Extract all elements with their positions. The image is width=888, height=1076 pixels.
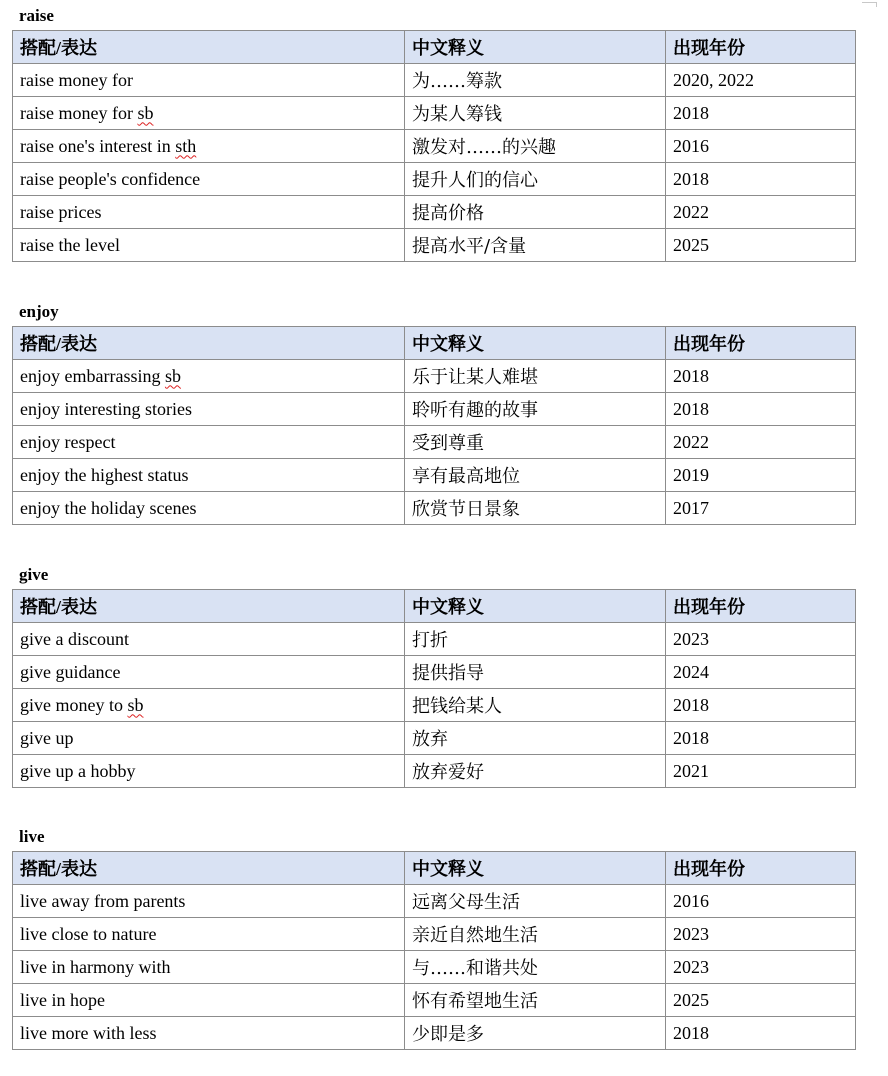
table-row bbox=[13, 196, 856, 229]
vocab-table bbox=[12, 326, 856, 525]
cell-meaning: 聆听有趣的故事 bbox=[405, 393, 666, 426]
cell-expression bbox=[13, 97, 405, 130]
expression-text: live close to nature bbox=[20, 923, 157, 944]
expression-text: raise one's interest in bbox=[20, 135, 176, 156]
cell-expression bbox=[13, 951, 405, 984]
cell-expression bbox=[13, 918, 405, 951]
vocab-table bbox=[12, 30, 856, 262]
table-row bbox=[13, 722, 856, 755]
table-row bbox=[13, 885, 856, 918]
cell-meaning: 放弃爱好 bbox=[405, 755, 666, 788]
cell-year: 2022 bbox=[666, 196, 856, 229]
cell-year: 2024 bbox=[666, 656, 856, 689]
expression-text: give up a hobby bbox=[20, 760, 136, 781]
cell-year: 2016 bbox=[666, 885, 856, 918]
spellcheck-marked-word: sb bbox=[127, 694, 144, 715]
cell-year: 2018 bbox=[666, 1017, 856, 1050]
table-row bbox=[13, 1017, 856, 1050]
vocab-table bbox=[12, 851, 856, 1050]
cell-expression bbox=[13, 656, 405, 689]
cell-year: 2023 bbox=[666, 951, 856, 984]
spellcheck-marked-word: sth bbox=[175, 135, 197, 156]
table-header-row bbox=[13, 590, 856, 623]
cell-expression bbox=[13, 492, 405, 525]
expression-text: raise money for bbox=[20, 69, 133, 90]
header-meaning: 中文释义 bbox=[405, 590, 666, 623]
cell-meaning: 打折 bbox=[405, 623, 666, 656]
header-expression: 搭配/表达 bbox=[13, 327, 405, 360]
cell-expression bbox=[13, 393, 405, 426]
section-title: enjoy bbox=[19, 302, 59, 321]
cell-meaning: 少即是多 bbox=[405, 1017, 666, 1050]
spellcheck-marked-word: sb bbox=[137, 102, 154, 123]
cell-meaning: 远离父母生活 bbox=[405, 885, 666, 918]
cell-year: 2016 bbox=[666, 130, 856, 163]
table-row bbox=[13, 130, 856, 163]
cell-meaning: 提升人们的信心 bbox=[405, 163, 666, 196]
table-row bbox=[13, 918, 856, 951]
table-row bbox=[13, 393, 856, 426]
header-expression: 搭配/表达 bbox=[13, 852, 405, 885]
table-header-row bbox=[13, 327, 856, 360]
table-row bbox=[13, 623, 856, 656]
cell-expression bbox=[13, 1017, 405, 1050]
expression-text: live in hope bbox=[20, 989, 105, 1010]
table-header-row bbox=[13, 31, 856, 64]
cell-expression bbox=[13, 722, 405, 755]
cell-year: 2018 bbox=[666, 722, 856, 755]
page-corner-mark bbox=[862, 2, 877, 7]
expression-text: raise people's confidence bbox=[20, 168, 201, 189]
cell-year: 2018 bbox=[666, 97, 856, 130]
expression-text: enjoy the holiday scenes bbox=[20, 497, 197, 518]
cell-meaning: 提高水平/含量 bbox=[405, 229, 666, 262]
cell-year: 2020, 2022 bbox=[666, 64, 856, 97]
section-give bbox=[12, 565, 855, 788]
expression-text: give up bbox=[20, 727, 74, 748]
cell-expression bbox=[13, 885, 405, 918]
table-row bbox=[13, 492, 856, 525]
header-year: 出现年份 bbox=[666, 31, 856, 64]
expression-text: give guidance bbox=[20, 661, 121, 682]
section-raise bbox=[12, 6, 855, 262]
section-enjoy bbox=[12, 302, 855, 525]
cell-meaning: 欣赏节日景象 bbox=[405, 492, 666, 525]
section-title: live bbox=[19, 827, 45, 846]
header-meaning: 中文释义 bbox=[405, 852, 666, 885]
section-title: give bbox=[19, 565, 49, 584]
table-row bbox=[13, 755, 856, 788]
table-row bbox=[13, 984, 856, 1017]
table-row bbox=[13, 360, 856, 393]
cell-year: 2021 bbox=[666, 755, 856, 788]
expression-text: raise money for bbox=[20, 102, 138, 123]
expression-text: give a discount bbox=[20, 628, 129, 649]
cell-expression bbox=[13, 360, 405, 393]
cell-year: 2018 bbox=[666, 689, 856, 722]
table-row bbox=[13, 64, 856, 97]
expression-text: raise the level bbox=[20, 234, 120, 255]
cell-meaning: 激发对……的兴趣 bbox=[405, 130, 666, 163]
table-row bbox=[13, 656, 856, 689]
expression-text: live more with less bbox=[20, 1022, 157, 1043]
cell-year: 2017 bbox=[666, 492, 856, 525]
cell-meaning: 受到尊重 bbox=[405, 426, 666, 459]
cell-year: 2022 bbox=[666, 426, 856, 459]
cell-meaning: 提供指导 bbox=[405, 656, 666, 689]
table-header-row bbox=[13, 852, 856, 885]
table-row bbox=[13, 951, 856, 984]
cell-meaning: 乐于让某人难堪 bbox=[405, 360, 666, 393]
table-row bbox=[13, 459, 856, 492]
header-expression: 搭配/表达 bbox=[13, 590, 405, 623]
header-year: 出现年份 bbox=[666, 327, 856, 360]
table-row bbox=[13, 689, 856, 722]
cell-meaning: 享有最高地位 bbox=[405, 459, 666, 492]
spellcheck-marked-word: sb bbox=[164, 365, 181, 386]
expression-text: give money to bbox=[20, 694, 128, 715]
cell-year: 2023 bbox=[666, 918, 856, 951]
expression-text: enjoy interesting stories bbox=[20, 398, 192, 419]
cell-meaning: 提高价格 bbox=[405, 196, 666, 229]
header-meaning: 中文释义 bbox=[405, 31, 666, 64]
table-row bbox=[13, 97, 856, 130]
table-row bbox=[13, 229, 856, 262]
cell-meaning: 亲近自然地生活 bbox=[405, 918, 666, 951]
expression-text: live away from parents bbox=[20, 890, 186, 911]
cell-year: 2025 bbox=[666, 229, 856, 262]
cell-expression bbox=[13, 755, 405, 788]
expression-text: enjoy embarrassing bbox=[20, 365, 165, 386]
expression-text: live in harmony with bbox=[20, 956, 171, 977]
cell-expression bbox=[13, 426, 405, 459]
cell-year: 2018 bbox=[666, 393, 856, 426]
cell-expression bbox=[13, 459, 405, 492]
expression-text: raise prices bbox=[20, 201, 102, 222]
section-title: raise bbox=[19, 6, 54, 25]
cell-expression bbox=[13, 64, 405, 97]
cell-year: 2025 bbox=[666, 984, 856, 1017]
header-expression: 搭配/表达 bbox=[13, 31, 405, 64]
cell-meaning: 放弃 bbox=[405, 722, 666, 755]
cell-expression bbox=[13, 229, 405, 262]
header-year: 出现年份 bbox=[666, 590, 856, 623]
cell-expression bbox=[13, 689, 405, 722]
cell-meaning: 把钱给某人 bbox=[405, 689, 666, 722]
cell-expression bbox=[13, 196, 405, 229]
header-meaning: 中文释义 bbox=[405, 327, 666, 360]
cell-meaning: 为……筹款 bbox=[405, 64, 666, 97]
table-row bbox=[13, 163, 856, 196]
expression-text: enjoy respect bbox=[20, 431, 116, 452]
cell-meaning: 为某人筹钱 bbox=[405, 97, 666, 130]
cell-expression bbox=[13, 623, 405, 656]
table-row bbox=[13, 426, 856, 459]
header-year: 出现年份 bbox=[666, 852, 856, 885]
cell-year: 2018 bbox=[666, 360, 856, 393]
cell-meaning: 与……和谐共处 bbox=[405, 951, 666, 984]
cell-expression bbox=[13, 130, 405, 163]
cell-expression bbox=[13, 984, 405, 1017]
cell-meaning: 怀有希望地生活 bbox=[405, 984, 666, 1017]
cell-expression bbox=[13, 163, 405, 196]
cell-year: 2023 bbox=[666, 623, 856, 656]
cell-year: 2018 bbox=[666, 163, 856, 196]
cell-year: 2019 bbox=[666, 459, 856, 492]
vocab-table bbox=[12, 589, 856, 788]
section-live bbox=[12, 827, 855, 1050]
expression-text: enjoy the highest status bbox=[20, 464, 189, 485]
